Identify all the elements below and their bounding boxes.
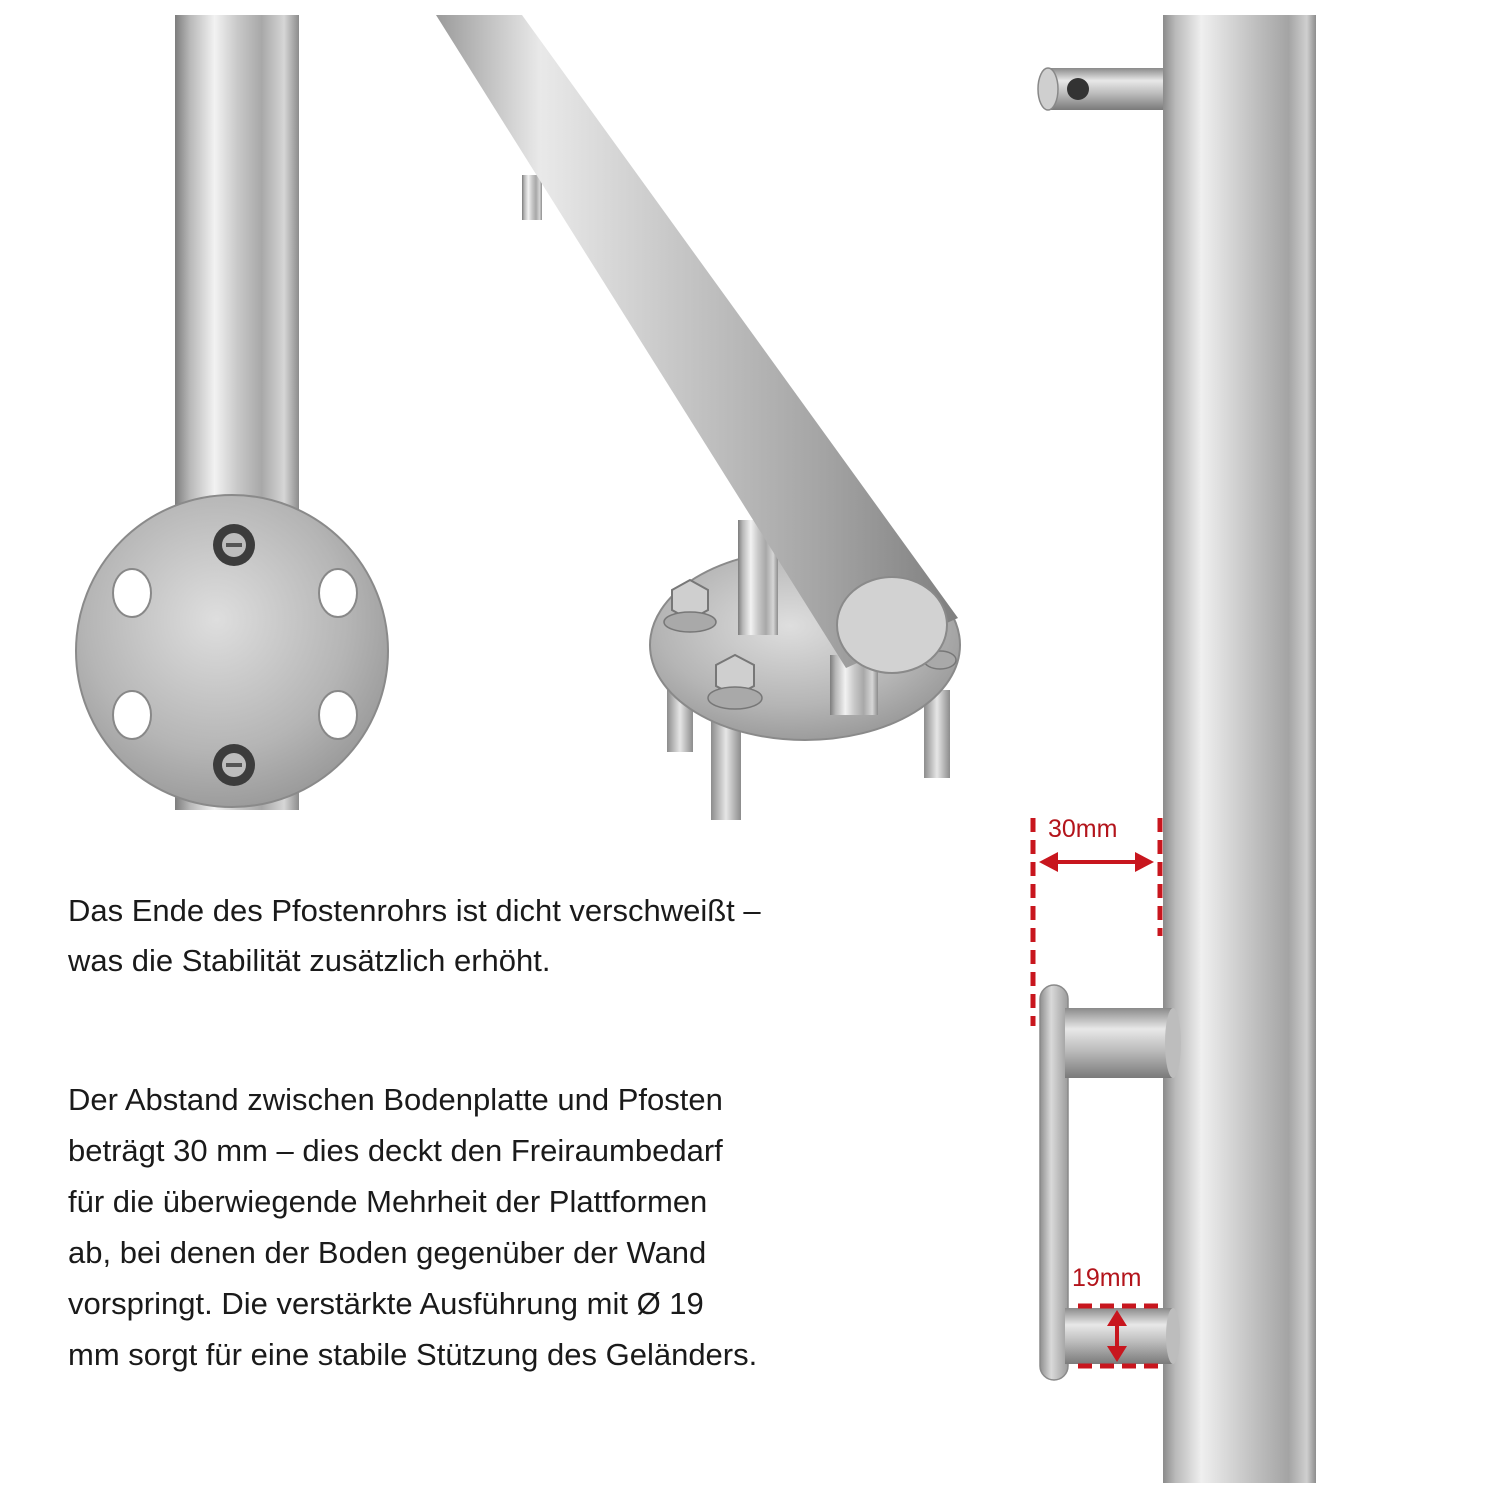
diameter-dimension-label: 19mm <box>1072 1264 1142 1292</box>
post-tube <box>436 15 958 668</box>
tube-end-cap <box>837 577 947 673</box>
wall-plate <box>1040 985 1068 1380</box>
mounting-hole <box>113 569 151 617</box>
caption-line: Das Ende des Pfostenrohrs ist dicht verschweißt – <box>68 893 761 928</box>
caption-line: was die Stabilität zusätzlich erhöht. <box>68 943 551 978</box>
caption-line: vorspringt. Die verstärkte Ausführung mit Ø 19 <box>68 1286 704 1321</box>
mounting-hole <box>113 691 151 739</box>
mounting-hole <box>319 691 357 739</box>
screw-icon <box>213 524 255 566</box>
anchor-bolt <box>711 720 741 820</box>
caption-line: ab, bei denen der Boden gegenüber der Wand <box>68 1235 707 1270</box>
spacer-cylinder <box>1065 1308 1180 1364</box>
offset-dimension-label: 30mm <box>1048 815 1118 843</box>
post-tube <box>1163 15 1316 1483</box>
weld-description <box>68 886 968 986</box>
caption-line: mm sorgt für eine stabile Stützung des Geländers. <box>68 1337 758 1372</box>
caption-line: Der Abstand zwischen Bodenplatte und Pfosten <box>68 1082 723 1117</box>
screw-icon <box>213 744 255 786</box>
spacing-description <box>68 1074 968 1380</box>
cross-bracket <box>1038 68 1168 110</box>
top-bracket <box>522 175 542 220</box>
mounting-hole <box>319 569 357 617</box>
caption-line: für die überwiegende Mehrheit der Plattformen <box>68 1184 708 1219</box>
spacer-cylinder <box>1065 1008 1181 1078</box>
post-side-view <box>1033 15 1316 1483</box>
post-bottom-view <box>76 15 388 810</box>
post-angled-view <box>436 15 960 820</box>
hex-socket-icon <box>1067 78 1089 100</box>
caption-line: beträgt 30 mm – dies deckt den Freiraumbedarf <box>68 1133 723 1168</box>
